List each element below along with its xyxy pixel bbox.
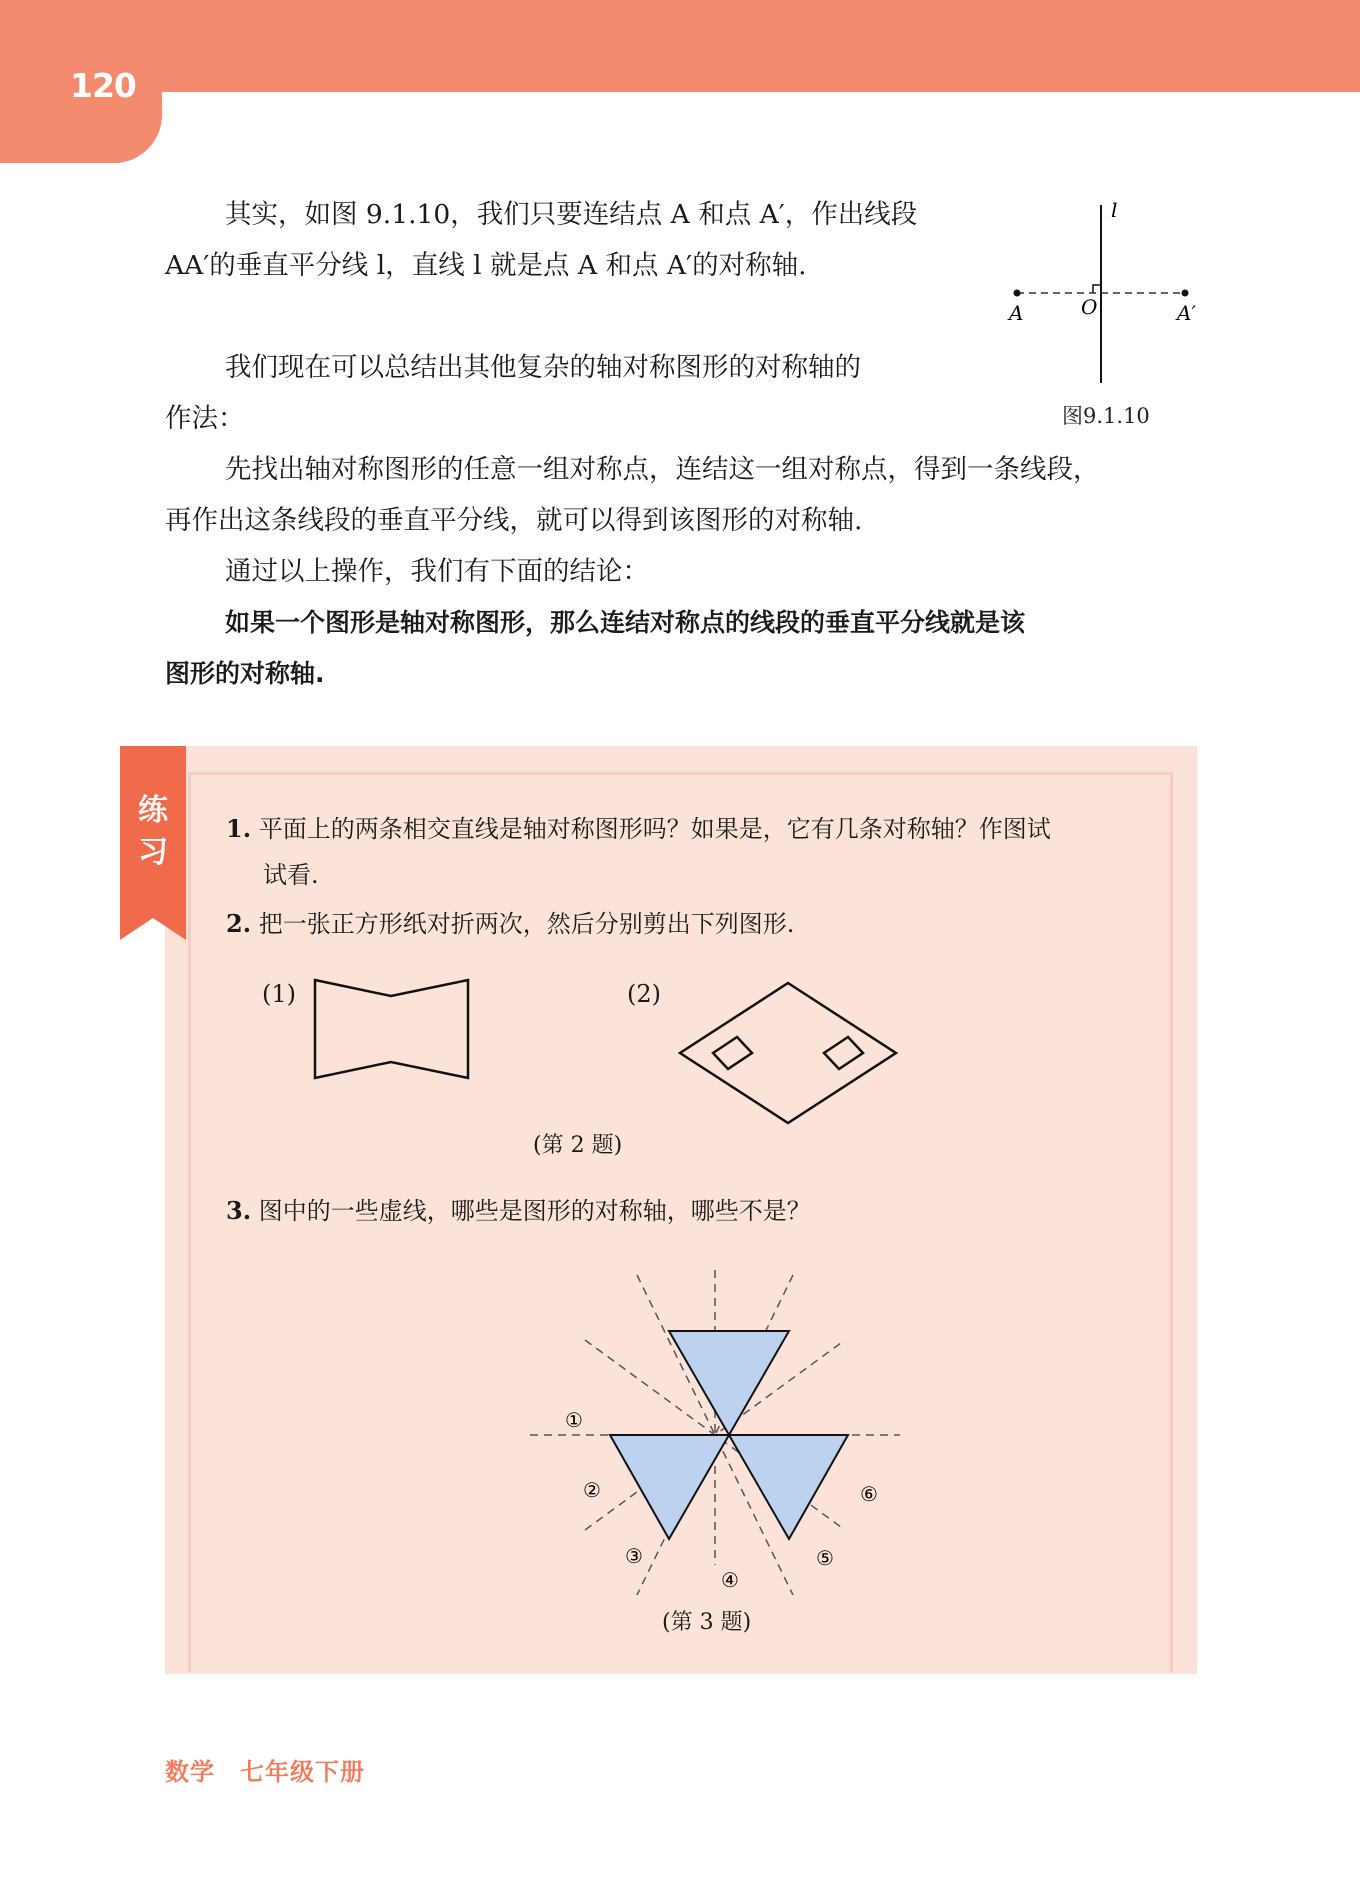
paragraph-3-line-2: 再作出这条线段的垂直平分线，就可以得到该图形的对称轴. — [165, 505, 863, 536]
question-1-number: 1. — [226, 814, 252, 843]
question-2-text: 把一张正方形纸对折两次，然后分别剪出下列图形. — [258, 910, 795, 938]
label-a-prime: A′ — [1177, 301, 1196, 325]
label-l: l — [1111, 198, 1118, 222]
exercise-tab-label — [120, 790, 186, 874]
header-band — [0, 0, 1360, 92]
label-o: O — [1081, 295, 1098, 319]
right-square-hole — [824, 1037, 863, 1069]
label-a: A — [1009, 301, 1024, 325]
question-2-sub-1: (1) — [262, 980, 296, 1008]
tab-char-1: 练 — [138, 793, 168, 828]
right-angle-mark — [1093, 285, 1101, 293]
figure-9-1-10 — [1005, 195, 1215, 395]
question-3-figure — [520, 1265, 920, 1595]
left-square-hole — [713, 1037, 752, 1069]
question-1-line-2: 试看. — [263, 861, 319, 889]
question-2 — [226, 901, 794, 947]
conclusion-line-1: 如果一个图形是轴对称图形，那么连结对称点的线段的垂直平分线就是该 — [225, 608, 1026, 637]
label-1: ① — [565, 1408, 583, 1432]
question-2-number: 2. — [226, 909, 252, 938]
top-triangle — [669, 1331, 789, 1435]
page-number: 120 — [70, 66, 136, 105]
paragraph-4: 通过以上操作，我们有下面的结论： — [225, 556, 649, 587]
question-1-line-1 — [226, 806, 1051, 852]
left-triangle — [610, 1435, 729, 1539]
tab-char-2: 习 — [138, 835, 168, 870]
paragraph-3-line-1: 先找出轴对称图形的任意一组对称点，连结这一组对称点，得到一条线段， — [225, 454, 1100, 485]
diamond-shape — [670, 975, 910, 1135]
label-3: ③ — [625, 1544, 643, 1568]
label-2: ② — [583, 1478, 601, 1502]
book-title-footer: 数学 七年级下册 — [165, 1758, 365, 1786]
question-2-caption: (第 2 题) — [533, 1133, 623, 1158]
right-triangle — [729, 1435, 848, 1539]
point-a-prime-dot — [1182, 290, 1189, 297]
question-3-number: 3. — [226, 1196, 252, 1225]
question-2-sub-2: (2) — [627, 980, 661, 1008]
point-a-dot — [1014, 290, 1021, 297]
paragraph-2-line-1: 我们现在可以总结出其他复杂的轴对称图形的对称轴的 — [225, 352, 861, 383]
question-1-text: 平面上的两条相交直线是轴对称图形吗？如果是，它有几条对称轴？作图试 — [258, 815, 1051, 843]
paragraph-1-line-1: 其实，如图 9.1.10，我们只要连结点 A 和点 A′，作出线段 — [225, 199, 918, 230]
label-4: ④ — [721, 1568, 739, 1592]
question-3-caption: (第 3 题) — [662, 1610, 752, 1635]
label-5: ⑤ — [816, 1546, 834, 1570]
paragraph-2-line-2: 作法： — [165, 403, 245, 434]
question-3-text: 图中的一些虚线，哪些是图形的对称轴，哪些不是？ — [258, 1197, 811, 1225]
paragraph-1-line-2: AA′的垂直平分线 l，直线 l 就是点 A 和点 A′的对称轴. — [165, 250, 807, 281]
figure-caption: 图9.1.10 — [1062, 404, 1150, 428]
bowtie-shape — [305, 970, 485, 1085]
question-3 — [226, 1188, 811, 1234]
conclusion-line-2: 图形的对称轴. — [165, 659, 325, 688]
label-6: ⑥ — [860, 1482, 878, 1506]
